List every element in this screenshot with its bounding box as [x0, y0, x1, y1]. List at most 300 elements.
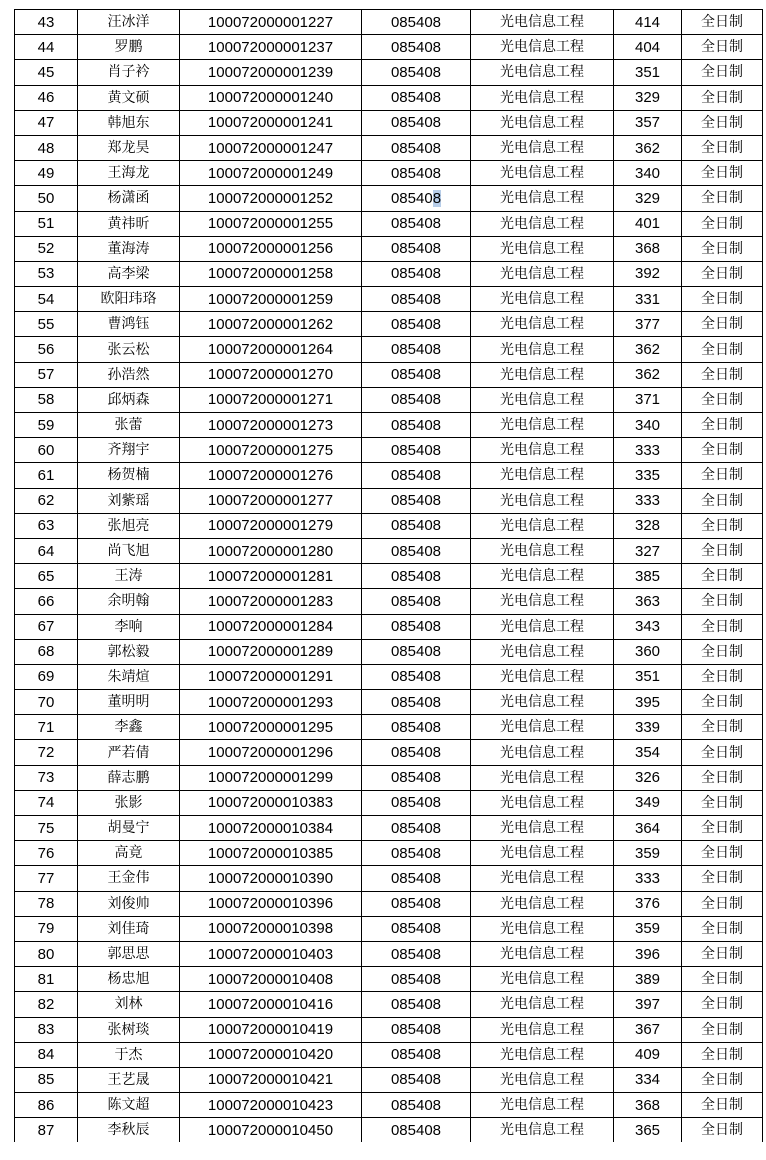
cell-major-code[interactable] [362, 614, 471, 639]
cell-major-code[interactable] [362, 60, 471, 85]
cell-candidate-id[interactable] [180, 10, 362, 35]
cell-major-code[interactable] [362, 161, 471, 186]
cell-candidate-id[interactable] [180, 261, 362, 286]
cell-study-mode[interactable] [682, 992, 763, 1017]
cell-study-mode[interactable] [682, 614, 763, 639]
cell-serial-number[interactable] [15, 967, 78, 992]
cell-candidate-id[interactable] [180, 387, 362, 412]
cell-study-mode[interactable] [682, 186, 763, 211]
cell-serial-number[interactable] [15, 35, 78, 60]
cell-serial-number[interactable] [15, 287, 78, 312]
cell-candidate-id[interactable] [180, 790, 362, 815]
cell-total-score[interactable] [614, 488, 682, 513]
cell-study-mode[interactable] [682, 438, 763, 463]
cell-major-code[interactable] [362, 538, 471, 563]
cell-student-name[interactable] [78, 236, 180, 261]
cell-student-name[interactable] [78, 765, 180, 790]
cell-student-name[interactable] [78, 387, 180, 412]
cell-study-mode[interactable] [682, 261, 763, 286]
cell-serial-number[interactable] [15, 841, 78, 866]
cell-candidate-id[interactable] [180, 916, 362, 941]
cell-major-code[interactable] [362, 690, 471, 715]
cell-serial-number[interactable] [15, 992, 78, 1017]
cell-study-mode[interactable] [682, 967, 763, 992]
cell-major-name[interactable] [471, 513, 614, 538]
cell-candidate-id[interactable] [180, 740, 362, 765]
cell-candidate-id[interactable] [180, 488, 362, 513]
cell-major-name[interactable] [471, 564, 614, 589]
cell-major-name[interactable] [471, 841, 614, 866]
cell-major-name[interactable] [471, 790, 614, 815]
cell-study-mode[interactable] [682, 765, 763, 790]
cell-major-name[interactable] [471, 35, 614, 60]
cell-total-score[interactable] [614, 538, 682, 563]
cell-student-name[interactable] [78, 790, 180, 815]
cell-total-score[interactable] [614, 916, 682, 941]
cell-total-score[interactable] [614, 765, 682, 790]
cell-major-code[interactable] [362, 639, 471, 664]
cell-total-score[interactable] [614, 261, 682, 286]
cell-student-name[interactable] [78, 664, 180, 689]
cell-total-score[interactable] [614, 639, 682, 664]
cell-student-name[interactable] [78, 740, 180, 765]
cell-candidate-id[interactable] [180, 438, 362, 463]
cell-study-mode[interactable] [682, 110, 763, 135]
cell-major-name[interactable] [471, 690, 614, 715]
cell-candidate-id[interactable] [180, 564, 362, 589]
cell-candidate-id[interactable] [180, 967, 362, 992]
cell-candidate-id[interactable] [180, 866, 362, 891]
cell-major-name[interactable] [471, 992, 614, 1017]
cell-candidate-id[interactable] [180, 110, 362, 135]
cell-serial-number[interactable] [15, 387, 78, 412]
cell-total-score[interactable] [614, 614, 682, 639]
cell-student-name[interactable] [78, 639, 180, 664]
cell-student-name[interactable] [78, 1093, 180, 1118]
cell-candidate-id[interactable] [180, 413, 362, 438]
cell-total-score[interactable] [614, 362, 682, 387]
cell-candidate-id[interactable] [180, 614, 362, 639]
cell-student-name[interactable] [78, 463, 180, 488]
cell-major-name[interactable] [471, 60, 614, 85]
cell-candidate-id[interactable] [180, 891, 362, 916]
cell-serial-number[interactable] [15, 790, 78, 815]
cell-major-name[interactable] [471, 639, 614, 664]
cell-candidate-id[interactable] [180, 690, 362, 715]
cell-student-name[interactable] [78, 891, 180, 916]
cell-total-score[interactable] [614, 85, 682, 110]
cell-candidate-id[interactable] [180, 312, 362, 337]
cell-major-code[interactable] [362, 463, 471, 488]
cell-student-name[interactable] [78, 85, 180, 110]
cell-student-name[interactable] [78, 60, 180, 85]
cell-total-score[interactable] [614, 161, 682, 186]
cell-major-code[interactable] [362, 891, 471, 916]
cell-major-name[interactable] [471, 161, 614, 186]
cell-candidate-id[interactable] [180, 337, 362, 362]
cell-major-name[interactable] [471, 211, 614, 236]
cell-candidate-id[interactable] [180, 60, 362, 85]
cell-candidate-id[interactable] [180, 992, 362, 1017]
cell-study-mode[interactable] [682, 60, 763, 85]
cell-study-mode[interactable] [682, 236, 763, 261]
cell-study-mode[interactable] [682, 312, 763, 337]
cell-major-name[interactable] [471, 10, 614, 35]
cell-major-name[interactable] [471, 362, 614, 387]
cell-major-code[interactable] [362, 211, 471, 236]
cell-major-code[interactable] [362, 1042, 471, 1067]
cell-serial-number[interactable] [15, 564, 78, 589]
cell-candidate-id[interactable] [180, 35, 362, 60]
cell-candidate-id[interactable] [180, 1118, 362, 1143]
cell-study-mode[interactable] [682, 488, 763, 513]
cell-study-mode[interactable] [682, 790, 763, 815]
cell-student-name[interactable] [78, 362, 180, 387]
cell-serial-number[interactable] [15, 866, 78, 891]
cell-total-score[interactable] [614, 841, 682, 866]
cell-major-code[interactable] [362, 85, 471, 110]
cell-candidate-id[interactable] [180, 841, 362, 866]
cell-student-name[interactable] [78, 110, 180, 135]
cell-serial-number[interactable] [15, 438, 78, 463]
cell-total-score[interactable] [614, 790, 682, 815]
cell-study-mode[interactable] [682, 1042, 763, 1067]
cell-serial-number[interactable] [15, 690, 78, 715]
cell-study-mode[interactable] [682, 10, 763, 35]
cell-candidate-id[interactable] [180, 715, 362, 740]
cell-student-name[interactable] [78, 413, 180, 438]
cell-major-code[interactable] [362, 992, 471, 1017]
cell-serial-number[interactable] [15, 1093, 78, 1118]
cell-study-mode[interactable] [682, 816, 763, 841]
cell-major-code[interactable] [362, 287, 471, 312]
cell-candidate-id[interactable] [180, 186, 362, 211]
cell-study-mode[interactable] [682, 1017, 763, 1042]
cell-student-name[interactable] [78, 1067, 180, 1092]
cell-study-mode[interactable] [682, 35, 763, 60]
cell-serial-number[interactable] [15, 740, 78, 765]
cell-student-name[interactable] [78, 564, 180, 589]
cell-total-score[interactable] [614, 463, 682, 488]
cell-major-code[interactable] [362, 564, 471, 589]
cell-student-name[interactable] [78, 1118, 180, 1143]
cell-major-code[interactable] [362, 236, 471, 261]
cell-study-mode[interactable] [682, 740, 763, 765]
cell-major-name[interactable] [471, 387, 614, 412]
cell-candidate-id[interactable] [180, 161, 362, 186]
cell-candidate-id[interactable] [180, 639, 362, 664]
cell-major-name[interactable] [471, 261, 614, 286]
cell-study-mode[interactable] [682, 690, 763, 715]
cell-student-name[interactable] [78, 261, 180, 286]
cell-serial-number[interactable] [15, 1118, 78, 1143]
cell-major-name[interactable] [471, 236, 614, 261]
cell-study-mode[interactable] [682, 211, 763, 236]
cell-candidate-id[interactable] [180, 538, 362, 563]
cell-candidate-id[interactable] [180, 1093, 362, 1118]
cell-major-code[interactable] [362, 589, 471, 614]
cell-student-name[interactable] [78, 589, 180, 614]
cell-candidate-id[interactable] [180, 941, 362, 966]
cell-major-name[interactable] [471, 85, 614, 110]
cell-serial-number[interactable] [15, 261, 78, 286]
cell-serial-number[interactable] [15, 337, 78, 362]
cell-study-mode[interactable] [682, 1118, 763, 1143]
cell-serial-number[interactable] [15, 916, 78, 941]
cell-serial-number[interactable] [15, 110, 78, 135]
cell-candidate-id[interactable] [180, 816, 362, 841]
cell-major-name[interactable] [471, 1093, 614, 1118]
cell-major-code[interactable] [362, 438, 471, 463]
cell-study-mode[interactable] [682, 1093, 763, 1118]
cell-study-mode[interactable] [682, 161, 763, 186]
cell-major-code[interactable] [362, 110, 471, 135]
cell-major-name[interactable] [471, 312, 614, 337]
cell-total-score[interactable] [614, 186, 682, 211]
cell-serial-number[interactable] [15, 538, 78, 563]
cell-serial-number[interactable] [15, 135, 78, 160]
cell-total-score[interactable] [614, 1067, 682, 1092]
cell-candidate-id[interactable] [180, 513, 362, 538]
cell-major-name[interactable] [471, 488, 614, 513]
cell-serial-number[interactable] [15, 614, 78, 639]
cell-student-name[interactable] [78, 690, 180, 715]
cell-major-name[interactable] [471, 413, 614, 438]
cell-total-score[interactable] [614, 236, 682, 261]
cell-student-name[interactable] [78, 337, 180, 362]
cell-candidate-id[interactable] [180, 287, 362, 312]
cell-serial-number[interactable] [15, 891, 78, 916]
cell-total-score[interactable] [614, 60, 682, 85]
cell-major-code[interactable] [362, 790, 471, 815]
cell-study-mode[interactable] [682, 362, 763, 387]
cell-major-name[interactable] [471, 337, 614, 362]
cell-candidate-id[interactable] [180, 135, 362, 160]
cell-major-code[interactable] [362, 866, 471, 891]
cell-major-code[interactable] [362, 841, 471, 866]
cell-total-score[interactable] [614, 715, 682, 740]
cell-major-name[interactable] [471, 1017, 614, 1042]
cell-major-code[interactable] [362, 513, 471, 538]
cell-study-mode[interactable] [682, 135, 763, 160]
cell-total-score[interactable] [614, 690, 682, 715]
cell-candidate-id[interactable] [180, 463, 362, 488]
cell-serial-number[interactable] [15, 186, 78, 211]
cell-candidate-id[interactable] [180, 211, 362, 236]
cell-student-name[interactable] [78, 916, 180, 941]
cell-student-name[interactable] [78, 488, 180, 513]
cell-major-name[interactable] [471, 916, 614, 941]
cell-major-code[interactable] [362, 1067, 471, 1092]
cell-candidate-id[interactable] [180, 765, 362, 790]
cell-total-score[interactable] [614, 287, 682, 312]
cell-serial-number[interactable] [15, 85, 78, 110]
cell-student-name[interactable] [78, 312, 180, 337]
cell-student-name[interactable] [78, 161, 180, 186]
cell-student-name[interactable] [78, 1017, 180, 1042]
cell-student-name[interactable] [78, 438, 180, 463]
cell-major-name[interactable] [471, 589, 614, 614]
cell-total-score[interactable] [614, 135, 682, 160]
cell-major-name[interactable] [471, 1042, 614, 1067]
cell-major-name[interactable] [471, 287, 614, 312]
cell-student-name[interactable] [78, 538, 180, 563]
cell-candidate-id[interactable] [180, 1042, 362, 1067]
cell-study-mode[interactable] [682, 715, 763, 740]
cell-major-code[interactable] [362, 1118, 471, 1143]
cell-serial-number[interactable] [15, 1042, 78, 1067]
cell-total-score[interactable] [614, 1017, 682, 1042]
cell-serial-number[interactable] [15, 60, 78, 85]
cell-major-name[interactable] [471, 866, 614, 891]
cell-study-mode[interactable] [682, 639, 763, 664]
cell-student-name[interactable] [78, 992, 180, 1017]
cell-study-mode[interactable] [682, 463, 763, 488]
cell-study-mode[interactable] [682, 85, 763, 110]
cell-candidate-id[interactable] [180, 236, 362, 261]
cell-major-name[interactable] [471, 438, 614, 463]
cell-major-code[interactable] [362, 362, 471, 387]
cell-student-name[interactable] [78, 866, 180, 891]
cell-major-name[interactable] [471, 816, 614, 841]
cell-major-code[interactable] [362, 261, 471, 286]
cell-major-code[interactable] [362, 765, 471, 790]
cell-study-mode[interactable] [682, 564, 763, 589]
cell-study-mode[interactable] [682, 1067, 763, 1092]
cell-study-mode[interactable] [682, 841, 763, 866]
cell-student-name[interactable] [78, 287, 180, 312]
cell-student-name[interactable] [78, 186, 180, 211]
cell-study-mode[interactable] [682, 866, 763, 891]
cell-serial-number[interactable] [15, 488, 78, 513]
cell-major-name[interactable] [471, 463, 614, 488]
cell-major-code[interactable] [362, 337, 471, 362]
cell-major-code[interactable] [362, 967, 471, 992]
cell-major-code[interactable] [362, 715, 471, 740]
cell-total-score[interactable] [614, 10, 682, 35]
cell-major-code[interactable] [362, 1093, 471, 1118]
cell-major-code[interactable] [362, 10, 471, 35]
cell-major-code[interactable] [362, 135, 471, 160]
cell-major-code[interactable] [362, 816, 471, 841]
cell-serial-number[interactable] [15, 589, 78, 614]
cell-total-score[interactable] [614, 866, 682, 891]
cell-serial-number[interactable] [15, 413, 78, 438]
cell-total-score[interactable] [614, 413, 682, 438]
cell-serial-number[interactable] [15, 362, 78, 387]
cell-study-mode[interactable] [682, 337, 763, 362]
cell-serial-number[interactable] [15, 1067, 78, 1092]
cell-major-code[interactable] [362, 916, 471, 941]
cell-serial-number[interactable] [15, 211, 78, 236]
cell-candidate-id[interactable] [180, 1067, 362, 1092]
cell-total-score[interactable] [614, 110, 682, 135]
cell-total-score[interactable] [614, 1042, 682, 1067]
cell-study-mode[interactable] [682, 413, 763, 438]
cell-total-score[interactable] [614, 312, 682, 337]
cell-total-score[interactable] [614, 589, 682, 614]
cell-serial-number[interactable] [15, 312, 78, 337]
cell-study-mode[interactable] [682, 513, 763, 538]
cell-candidate-id[interactable] [180, 1017, 362, 1042]
cell-major-code[interactable] [362, 413, 471, 438]
cell-serial-number[interactable] [15, 941, 78, 966]
cell-student-name[interactable] [78, 1042, 180, 1067]
cell-student-name[interactable] [78, 967, 180, 992]
cell-student-name[interactable] [78, 816, 180, 841]
cell-major-code[interactable] [362, 312, 471, 337]
cell-major-name[interactable] [471, 1118, 614, 1143]
cell-candidate-id[interactable] [180, 362, 362, 387]
cell-major-name[interactable] [471, 765, 614, 790]
cell-serial-number[interactable] [15, 664, 78, 689]
cell-total-score[interactable] [614, 211, 682, 236]
cell-major-code[interactable] [362, 1017, 471, 1042]
cell-total-score[interactable] [614, 564, 682, 589]
cell-major-name[interactable] [471, 941, 614, 966]
cell-major-name[interactable] [471, 614, 614, 639]
cell-study-mode[interactable] [682, 891, 763, 916]
cell-student-name[interactable] [78, 135, 180, 160]
cell-serial-number[interactable] [15, 639, 78, 664]
cell-study-mode[interactable] [682, 941, 763, 966]
cell-total-score[interactable] [614, 337, 682, 362]
cell-total-score[interactable] [614, 992, 682, 1017]
cell-total-score[interactable] [614, 891, 682, 916]
cell-serial-number[interactable] [15, 715, 78, 740]
cell-study-mode[interactable] [682, 916, 763, 941]
cell-study-mode[interactable] [682, 664, 763, 689]
cell-student-name[interactable] [78, 35, 180, 60]
cell-total-score[interactable] [614, 1118, 682, 1143]
cell-total-score[interactable] [614, 387, 682, 412]
cell-student-name[interactable] [78, 211, 180, 236]
cell-total-score[interactable] [614, 513, 682, 538]
cell-major-code[interactable] [362, 941, 471, 966]
cell-candidate-id[interactable] [180, 589, 362, 614]
cell-total-score[interactable] [614, 1093, 682, 1118]
cell-major-name[interactable] [471, 186, 614, 211]
cell-total-score[interactable] [614, 967, 682, 992]
cell-major-code[interactable] [362, 35, 471, 60]
cell-major-code[interactable] [362, 387, 471, 412]
cell-serial-number[interactable] [15, 10, 78, 35]
cell-major-name[interactable] [471, 538, 614, 563]
cell-major-name[interactable] [471, 110, 614, 135]
cell-student-name[interactable] [78, 614, 180, 639]
cell-serial-number[interactable] [15, 513, 78, 538]
cell-major-name[interactable] [471, 740, 614, 765]
cell-serial-number[interactable] [15, 161, 78, 186]
cell-study-mode[interactable] [682, 387, 763, 412]
cell-student-name[interactable] [78, 10, 180, 35]
cell-candidate-id[interactable] [180, 85, 362, 110]
cell-student-name[interactable] [78, 513, 180, 538]
cell-major-name[interactable] [471, 891, 614, 916]
cell-major-name[interactable] [471, 664, 614, 689]
cell-major-code[interactable] [362, 186, 471, 211]
cell-total-score[interactable] [614, 941, 682, 966]
cell-major-name[interactable] [471, 1067, 614, 1092]
cell-major-name[interactable] [471, 135, 614, 160]
cell-major-code[interactable] [362, 488, 471, 513]
cell-study-mode[interactable] [682, 287, 763, 312]
cell-total-score[interactable] [614, 438, 682, 463]
cell-major-name[interactable] [471, 715, 614, 740]
cell-student-name[interactable] [78, 715, 180, 740]
cell-serial-number[interactable] [15, 816, 78, 841]
cell-study-mode[interactable] [682, 589, 763, 614]
